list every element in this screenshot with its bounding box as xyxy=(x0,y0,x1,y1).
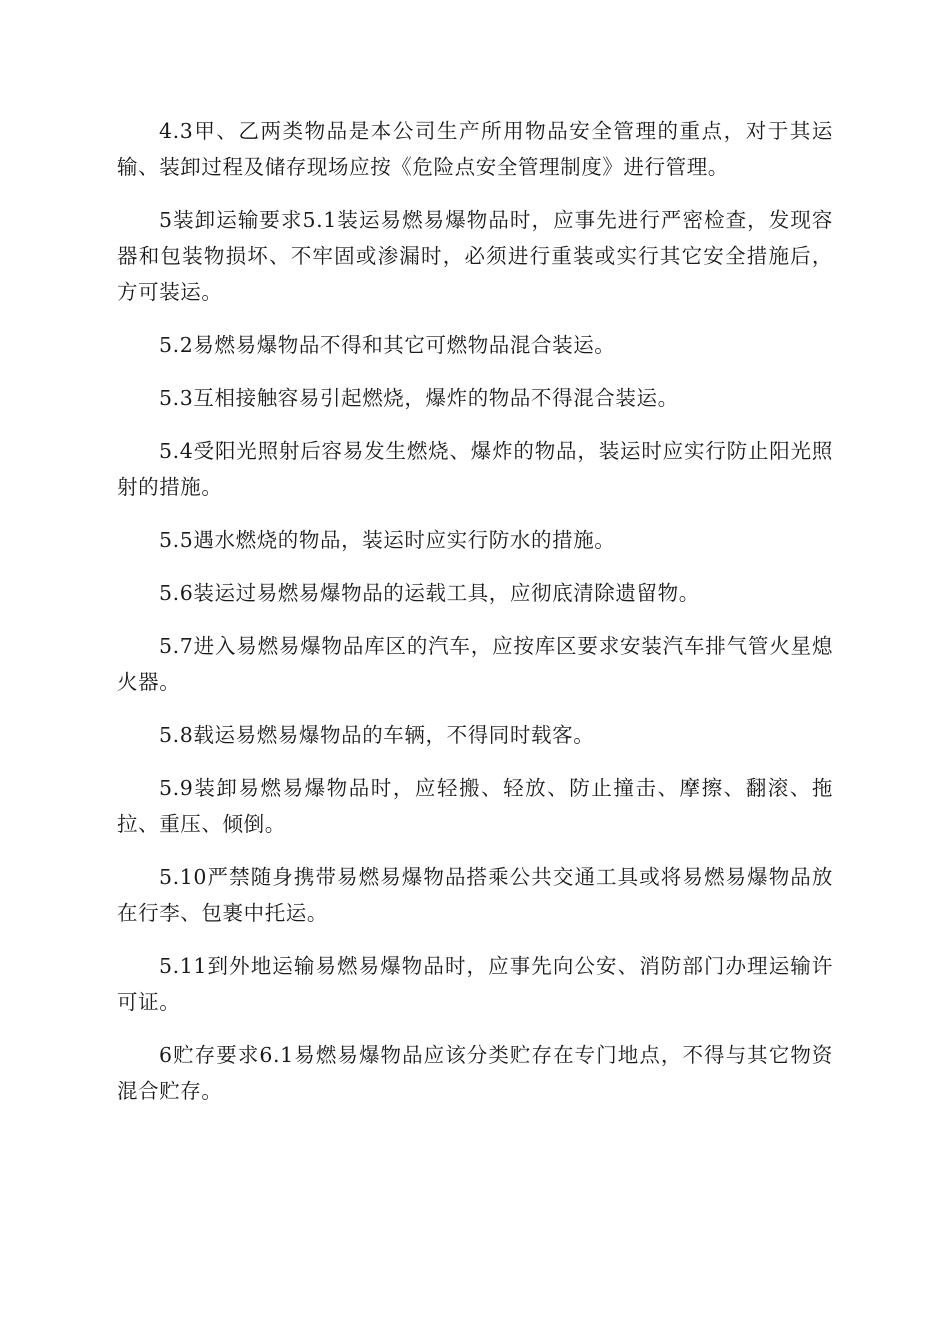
paragraph-5-4: 5.4受阳光照射后容易发生燃烧、爆炸的物品，装运时应实行防止阳光照射的措施。 xyxy=(117,439,833,499)
paragraph-5-9: 5.9装卸易燃易爆物品时，应轻搬、轻放、防止撞击、摩擦、翻滚、拖拉、重压、倾倒。 xyxy=(117,776,833,836)
document-body xyxy=(117,113,833,1126)
paragraph-5-7: 5.7进入易燃易爆物品库区的汽车，应按库区要求安装汽车排气管火星熄火器。 xyxy=(117,634,833,694)
paragraph-5-2: 5.2易燃易爆物品不得和其它可燃物品混合装运。 xyxy=(159,333,616,357)
paragraph-4-3: 4.3甲、乙两类物品是本公司生产所用物品安全管理的重点，对于其运输、装卸过程及储存现场应按《危险点安全管理制度》进行管理。 xyxy=(117,119,833,179)
paragraph-5-8: 5.8载运易燃易爆物品的车辆，不得同时载客。 xyxy=(159,723,595,747)
paragraph-5-5: 5.5遇水燃烧的物品，装运时应实行防水的措施。 xyxy=(159,528,616,552)
paragraph-5-11: 5.11到外地运输易燃易爆物品时，应事先向公安、消防部门办理运输许可证。 xyxy=(117,954,833,1014)
paragraph-5-3: 5.3互相接触容易引起燃烧，爆炸的物品不得混合装运。 xyxy=(159,386,679,410)
paragraph-6-1: 6贮存要求6.1易燃易爆物品应该分类贮存在专门地点，不得与其它物资混合贮存。 xyxy=(117,1043,833,1103)
paragraph-5-10: 5.10严禁随身携带易燃易爆物品搭乘公共交通工具或将易燃易爆物品放在行李、包裹中托运。 xyxy=(117,865,833,925)
paragraph-5-6: 5.6装运过易燃易爆物品的运载工具，应彻底清除遗留物。 xyxy=(159,581,700,605)
paragraph-5-1: 5装卸运输要求5.1装运易燃易爆物品时，应事先进行严密检查，发现容器和包装物损坏、不牢固或渗漏时，必须进行重装或实行其它安全措施后，方可装运。 xyxy=(117,208,833,304)
